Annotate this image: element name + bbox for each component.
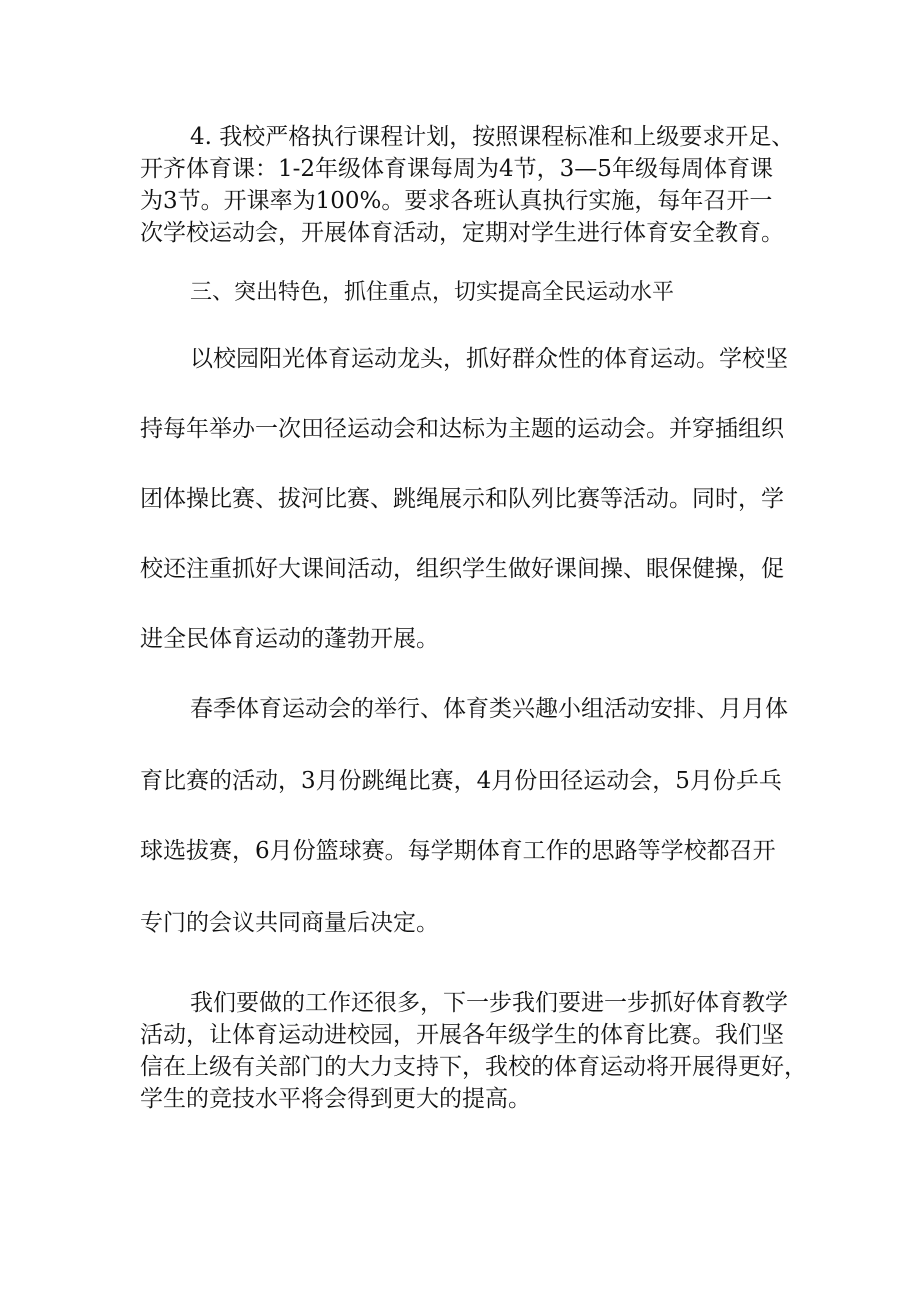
text-line: 球选拔赛，6月份篮球赛。每学期体育工作的思路等学校都召开 <box>140 838 776 864</box>
text-line: 4. 我校严格执行课程计划，按照课程标准和上级要求开足、 <box>190 124 795 150</box>
text-line: 春季体育运动会的举行、体育类兴趣小组活动安排、月月体 <box>190 696 788 722</box>
text-line: 次学校运动会，开展体育活动，定期对学生进行体育安全教育。 <box>140 220 784 246</box>
text-line: 为3节。开课率为100%。要求各班认真执行实施，每年召开一 <box>140 188 773 214</box>
text-line: 持每年举办一次田径运动会和达标为主题的运动会。并穿插组织 <box>140 416 784 442</box>
text-line: 进全民体育运动的蓬勃开展。 <box>140 626 439 652</box>
text-line: 团体操比赛、拔河比赛、跳绳展示和队列比赛等活动。同时，学 <box>140 486 784 512</box>
text-line: 以校园阳光体育运动龙头，抓好群众性的体育运动。学校坚 <box>190 346 788 372</box>
text-line: 活动，让体育运动进校园，开展各年级学生的体育比赛。我们坚 <box>140 1022 784 1048</box>
text-line: 开齐体育课：1-2年级体育课每周为4节，3—5年级每周体育课 <box>140 156 773 182</box>
text-line: 校还注重抓好大课间活动，组织学生做好课间操、眼保健操，促 <box>140 556 784 582</box>
text-line: 我们要做的工作还很多，下一步我们要进一步抓好体育教学 <box>190 990 788 1016</box>
text-line: 学生的竞技水平将会得到更大的提高。 <box>140 1086 531 1112</box>
section-heading: 三、突出特色，抓住重点，切实提高全民运动水平 <box>190 280 675 305</box>
text-line: 专门的会议共同商量后决定。 <box>140 910 439 936</box>
text-line: 信在上级有关部门的大力支持下，我校的体育运动将开展得更好， <box>140 1054 807 1080</box>
text-line: 育比赛的活动，3月份跳绳比赛，4月份田径运动会，5月份乒乓 <box>140 768 782 794</box>
